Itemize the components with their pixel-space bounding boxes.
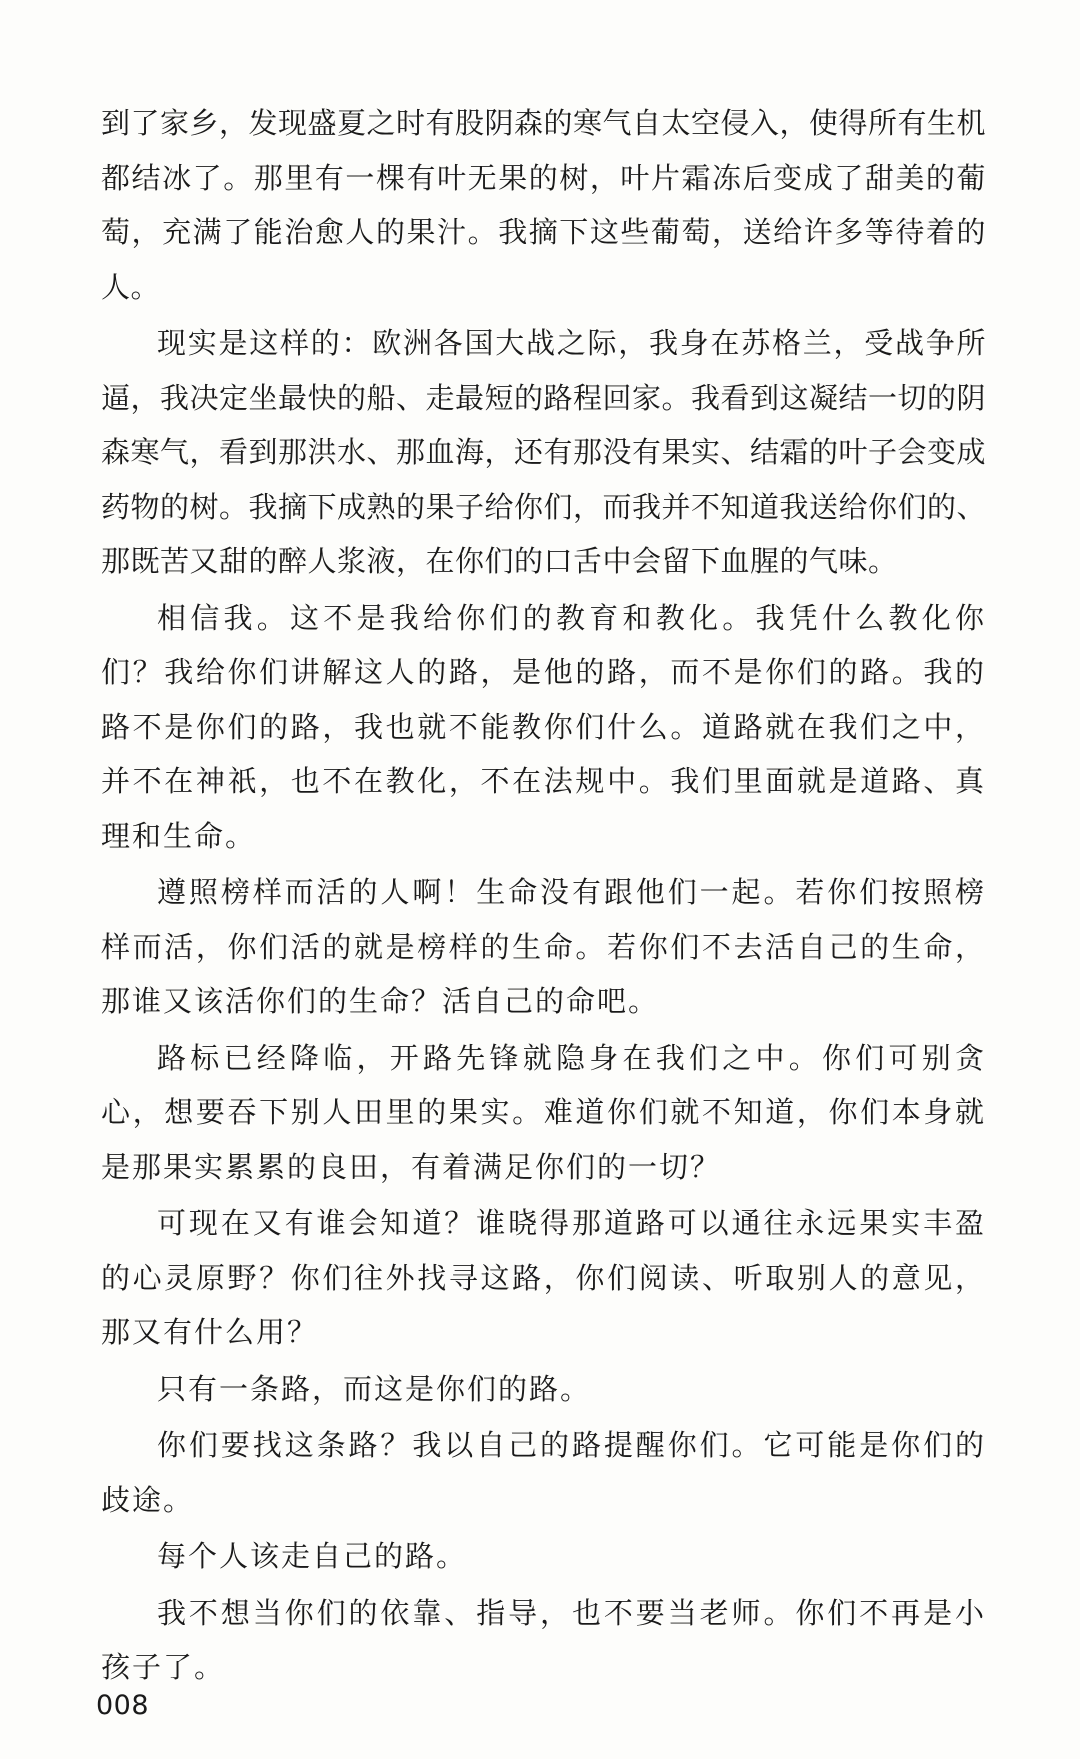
paragraph-10: 我不想当你们的依靠、指导，也不要当老师。你们不再是小孩子了。 <box>101 1595 986 1684</box>
paragraph-8: 你们要找这条路？我以自己的路提醒你们。它可能是你们的歧途。 <box>101 1428 986 1517</box>
paragraph-7: 只有一条路，而这是你们的路。 <box>157 1371 592 1406</box>
paragraph-2: 现实是这样的：欧洲各国大战之际，我身在苏格兰，受战争所逼，我决定坐最快的船、走最短的路程回家。我看到这凝结一切的阴森寒气，看到那洪水、那血海，还有那没有果实、结霜的叶子会变成药物的树。我摘下成熟的果子给你们，而我并不知道我送给你们的、那既苦又甜的醉人浆液，在你们的口舌中会留下血腥的气味。 <box>101 326 987 578</box>
body-text <box>101 96 986 1697</box>
paragraph-3: 相信我。这不是我给你们的教育和教化。我凭什么教化你们？我给你们讲解这人的路，是他的路，而不是你们的路。我的路不是你们的路，我也就不能教你们什么。道路就在我们之中，并不在神祇，也不在教化，不在法规中。我们里面就是道路、真理和生命。 <box>101 600 986 853</box>
paragraph-5: 路标已经降临，开路先锋就隐身在我们之中。你们可别贪心，想要吞下别人田里的果实。难道你们就不知道，你们本身就是那果实累累的良田，有着满足你们的一切？ <box>101 1040 986 1184</box>
paragraph-4: 遵照榜样而活的人啊！生命没有跟他们一起。若你们按照榜样而活，你们活的就是榜样的生命。若你们不去活自己的生命，那谁又该活你们的生命？活自己的命吧。 <box>101 875 986 1018</box>
paragraph-9: 每个人该走自己的路。 <box>157 1539 468 1573</box>
paragraph-6: 可现在又有谁会知道？谁晓得那道路可以通往永远果实丰盈的心灵原野？你们往外找寻这路，你们阅读、听取别人的意见，那又有什么用？ <box>101 1206 986 1349</box>
paragraph-1: 到了家乡，发现盛夏之时有股阴森的寒气自太空侵入，使得所有生机都结冰了。那里有一棵有叶无果的树，叶片霜冻后变成了甜美的葡萄，充满了能治愈人的果汁。我摘下这些葡萄，送给许多等待着的人。 <box>101 106 987 304</box>
page-number: 008 <box>96 1690 150 1721</box>
